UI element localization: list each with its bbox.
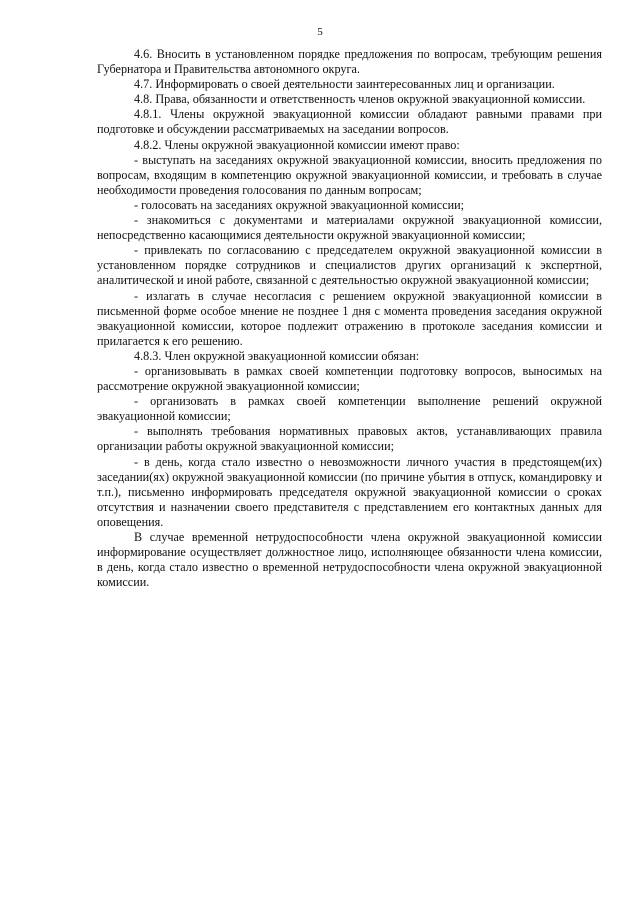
paragraph-4-7: 4.7. Информировать о своей деятельности заинтересованных лиц и организации. (134, 77, 555, 92)
list-item-right-involve: - привлекать по согласованию с председателем окружной эвакуационной комиссии в установленном порядке сотрудников и специалистов других организаций к экспертной, аналитической и иной работе, связанной с деятельностью окружной эвакуационной комиссии; (97, 243, 602, 288)
paragraph-temporary-disability: В случае временной нетрудоспособности члена окружной эвакуационной комиссии информирование осуществляет должностное лицо, исполняющее обязанности члена комиссии, в день, когда стало известно о временной нетрудоспособности члена окружной эвакуационной комиссии. (97, 530, 602, 590)
paragraph-4-8-2: 4.8.2. Члены окружной эвакуационной комиссии имеют право: (134, 137, 460, 152)
list-item-duty-execute: - организовать в рамках своей компетенции выполнение решений окружной эвакуационной комиссии; (97, 394, 602, 424)
list-item-right-opinion: - излагать в случае несогласия с решением окружной эвакуационной комиссии в письменной форме особое мнение не позднее 1 дня с момента проведения заседания окружной эвакуационной комиссии, которое подлежит отражению в протоколе заседания комиссии и прилагается к его решению. (97, 288, 602, 348)
list-item-right-vote: - голосовать на заседаниях окружной эвакуационной комиссии; (134, 197, 465, 212)
list-item-right-documents: - знакомиться с документами и материалами окружной эвакуационной комиссии, непосредственно касающимися деятельности окружной эвакуационной комиссии; (97, 213, 602, 243)
list-item-duty-prepare: - организовывать в рамках своей компетенции подготовку вопросов, выносимых на рассмотрение окружной эвакуационной комиссии; (97, 363, 602, 394)
list-item-duty-notify: - в день, когда стало известно о невозможности личного участия в предстоящем(их) заседании(ях) окружной эвакуационной комиссии (по причине убытия в отпуск, командировку и т.п.), письменно информировать председателя окружной эвакуационной комиссии о сроках отсутствия и назначении своего представителя с представлением его контактных данных для оповещения. (97, 454, 602, 529)
paragraph-4-8: 4.8. Права, обязанности и ответственность членов окружной эвакуационной комиссии. (134, 92, 586, 107)
document-body (97, 47, 602, 590)
list-item-right-speak: - выступать на заседаниях окружной эвакуационной комиссии, вносить предложения по вопросам, входящим в компетенцию окружной эвакуационной комиссии, и требовать в случае необходимости проведения голосования по данным вопросам; (97, 152, 602, 197)
paragraph-4-8-1: 4.8.1. Члены окружной эвакуационной комиссии обладают равными правами при подготовке и обсуждении рассматриваемых на заседании вопросов. (97, 107, 602, 137)
page-number: 5 (317, 26, 323, 38)
list-item-duty-comply: - выполнять требования нормативных правовых актов, устанавливающих правила организации работы окружной эвакуационной комиссии; (97, 424, 602, 454)
paragraph-4-6: 4.6. Вносить в установленном порядке предложения по вопросам, требующим решения Губернатора и Правительства автономного округа. (97, 47, 602, 77)
paragraph-4-8-3: 4.8.3. Член окружной эвакуационной комиссии обязан: (134, 348, 420, 363)
